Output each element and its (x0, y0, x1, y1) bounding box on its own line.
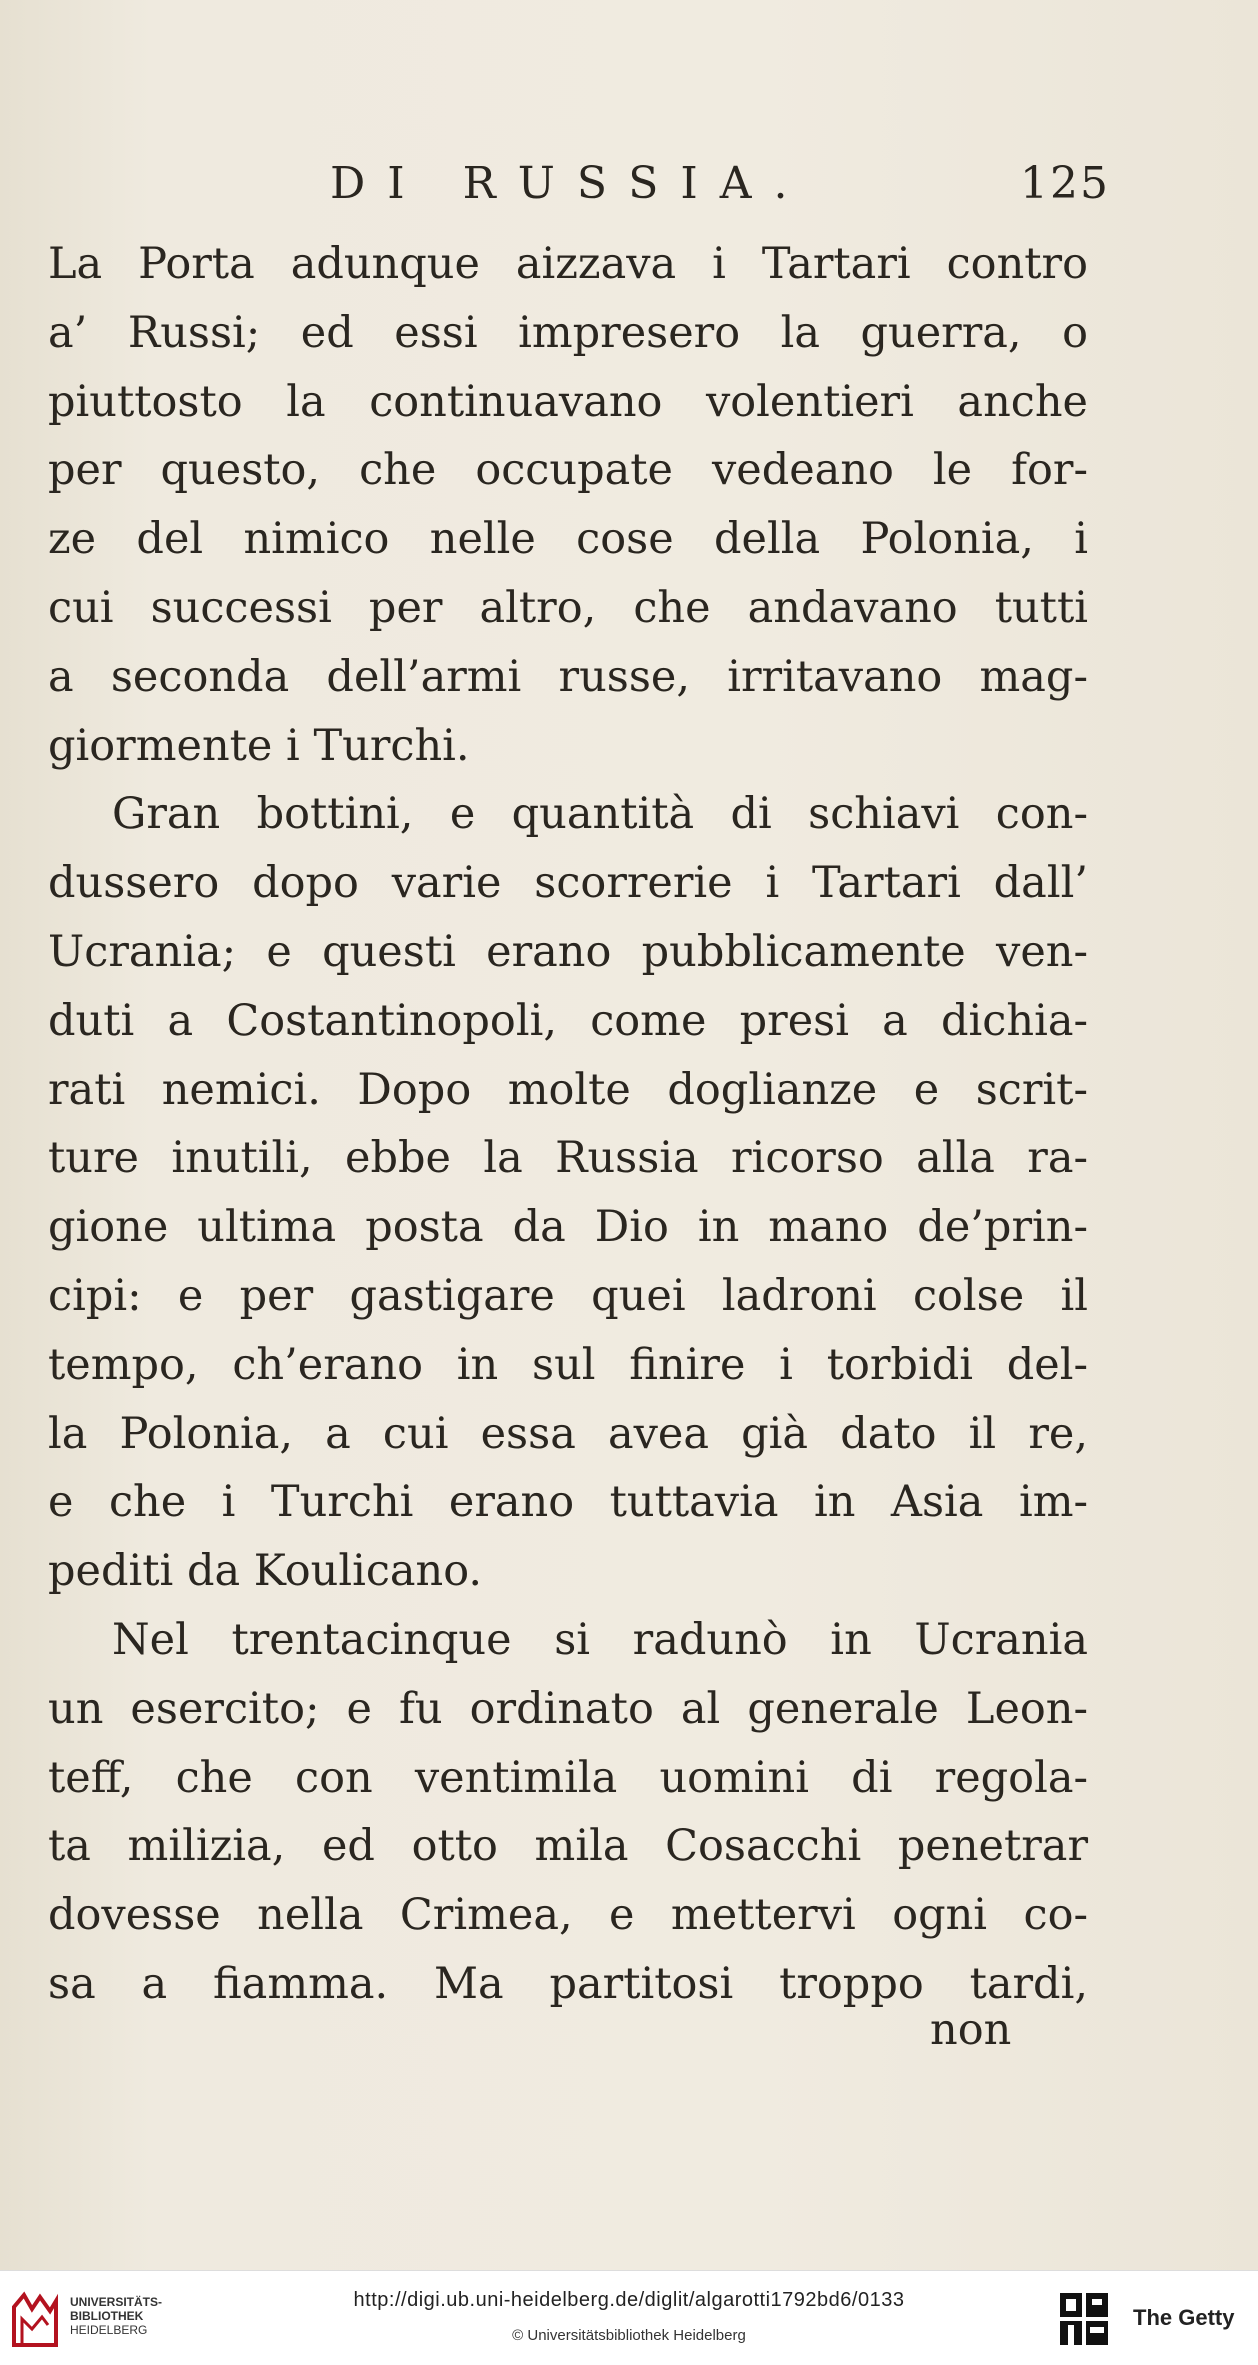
text-line: a seconda dell’armi russe, irritavano mag- (48, 651, 1088, 702)
text-line: Nel trentacinque si radunò in Ucrania (112, 1614, 1088, 1665)
text-line: Gran bottini, e quantità di schiavi con- (112, 789, 1088, 840)
text-line: sa a fiamma. Ma partitosi troppo tardi, (48, 1958, 1088, 2009)
catchword: non (930, 2005, 1012, 2055)
text-line: pediti da Koulicano. (48, 1546, 483, 1597)
text-line: cipi: e per gastigare quei ladroni colse il (48, 1270, 1088, 1321)
text-line: teff, che con ventimila uomini di regola- (48, 1752, 1088, 1803)
text-line: cui successi per altro, che andavano tutti (48, 582, 1088, 633)
text-line: un esercito; e fu ordinato al generale Leon- (48, 1683, 1088, 1734)
text-line: ture inutili, ebbe la Russia ricorso alla ra- (48, 1133, 1088, 1184)
page-number: 125 (1020, 158, 1110, 209)
text-line: dussero dopo varie scorrerie i Tartari dall’ (48, 858, 1088, 909)
text-line: duti a Costantinopoli, come presi a dichia- (48, 995, 1088, 1046)
body-text (48, 230, 1088, 2019)
text-line: piuttosto la continuavano volentieri anche (48, 376, 1088, 427)
text-line: ta milizia, ed otto mila Cosacchi penetrar (48, 1821, 1088, 1872)
copyright-notice: © Universitätsbibliothek Heidelberg (512, 2327, 746, 2344)
text-line: a’ Russi; ed essi impresero la guerra, o (48, 307, 1088, 358)
text-line: per questo, che occupate vedeano le for- (48, 445, 1088, 496)
university-name-line: UNIVERSITÄTS- (70, 2295, 163, 2309)
text-line: dovesse nella Crimea, e mettervi ogni co- (48, 1890, 1088, 1941)
university-name-line: HEIDELBERG (70, 2323, 148, 2337)
text-line: e che i Turchi erano tuttavia in Asia im- (48, 1477, 1088, 1528)
text-line: ze del nimico nelle cose della Polonia, i (48, 514, 1088, 565)
text-line: rati nemici. Dopo molte doglianze e scrit- (48, 1064, 1088, 1115)
permalink-url[interactable]: http://digi.ub.uni-heidelberg.de/diglit/algarotti1792bd6/0133 (353, 2289, 905, 2311)
running-head (330, 150, 1110, 220)
running-head-title: DI RUSSIA. (330, 158, 810, 209)
text-line: La Porta adunque aizzava i Tartari contro (48, 239, 1088, 289)
text-line: tempo, ch’erano in sul finire i torbidi del- (48, 1339, 1088, 1390)
text-line: la Polonia, a cui essa avea già dato il re, (48, 1408, 1088, 1459)
getty-logo-icon (1058, 2291, 1110, 2349)
university-name-line: BIBLIOTHEK (70, 2309, 144, 2323)
text-line: Ucrania; e questi erano pubblicamente ven- (48, 926, 1088, 977)
sponsor-name: The Getty (1133, 2305, 1235, 2330)
text-line: giormente i Turchi. (48, 720, 470, 771)
text-line: gione ultima posta da Dio in mano de’prin- (48, 1202, 1088, 1253)
footer-bar (0, 2270, 1258, 2365)
